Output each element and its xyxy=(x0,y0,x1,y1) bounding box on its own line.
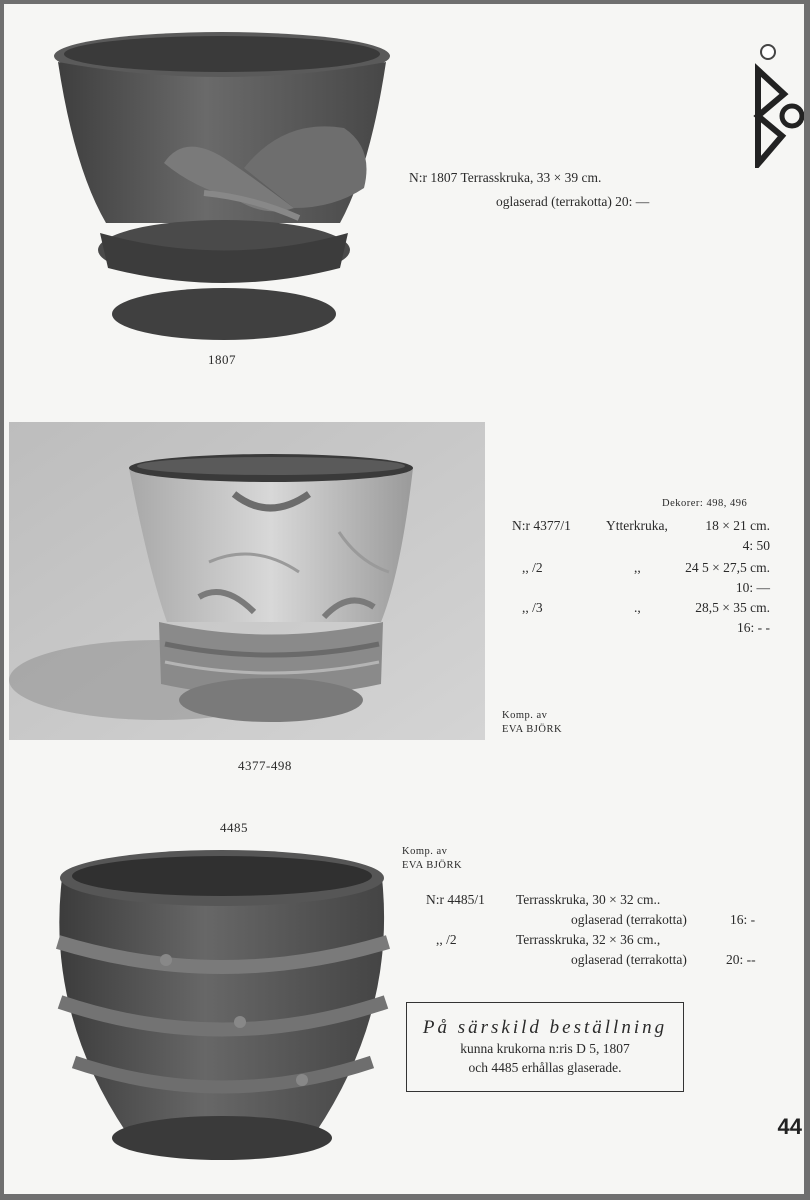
designer-name: EVA BJÖRK xyxy=(502,724,563,735)
product-size: 24 5 × 27,5 cm. xyxy=(685,560,770,575)
product-name: ., xyxy=(634,600,641,615)
product-price: 20: -- xyxy=(726,952,756,967)
product-note: oglaserad (terrakotta) xyxy=(571,952,687,967)
notice-heading: På särskild beställning xyxy=(422,1017,668,1038)
product-price: 16: - - xyxy=(737,620,770,635)
dekor-label: Dekorer: 498, 496 xyxy=(662,498,748,509)
product-note: oglaserad (terrakotta) xyxy=(571,912,687,927)
product-4377-row: N:r 4377/1 xyxy=(512,518,571,533)
product-4377-row: ,, /3 xyxy=(522,600,543,615)
product-size: 18 × 21 cm. xyxy=(705,518,770,533)
product-price: 16: - xyxy=(730,912,756,927)
photo-caption-1807: 1807 xyxy=(208,352,236,367)
pot-4485-photo xyxy=(46,842,406,1178)
product-name: Ytterkruka, xyxy=(606,518,668,533)
product-4485-row: N:r 4485/1 xyxy=(426,892,485,907)
product-1807-line2: oglaserad (terrakotta) 20: — xyxy=(496,194,650,209)
pot-1807-photo xyxy=(44,18,394,348)
product-name: ,, xyxy=(634,560,641,575)
komp-label: Komp. av xyxy=(502,710,548,721)
bo-logo xyxy=(744,40,804,168)
product-name: Terrasskruka, 30 × 32 cm.. xyxy=(516,892,661,907)
notice-line-2: och 4485 erhållas glaserade. xyxy=(468,1060,622,1075)
photo-caption-4485: 4485 xyxy=(220,820,248,835)
product-name: Terrasskruka, 32 × 36 cm., xyxy=(516,932,661,947)
notice-line-1: kunna krukorna n:ris D 5, 1807 xyxy=(460,1041,630,1056)
product-4377-row: ,, /2 xyxy=(522,560,543,575)
special-order-notice xyxy=(406,1002,684,1092)
product-price: 10: — xyxy=(735,580,770,595)
page-number: 44 xyxy=(777,1114,802,1139)
photo-caption-4377: 4377-498 xyxy=(238,758,292,773)
pot-4377-photo xyxy=(9,422,485,740)
catalog-page xyxy=(4,4,804,1194)
komp-label: Komp. av xyxy=(402,846,448,857)
product-4485-row: ,, /2 xyxy=(436,932,457,947)
product-size: 28,5 × 35 cm. xyxy=(695,600,770,615)
product-price: 4: 50 xyxy=(742,538,770,553)
product-1807-line1: N:r 1807 Terrasskruka, 33 × 39 cm. xyxy=(409,170,602,185)
designer-name: EVA BJÖRK xyxy=(402,860,463,871)
